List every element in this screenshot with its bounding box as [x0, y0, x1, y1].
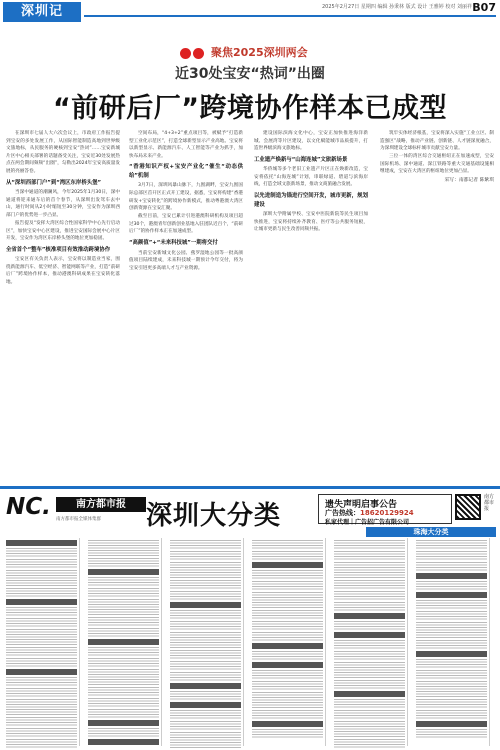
classified-ad-block	[334, 551, 405, 560]
subsection-heading: 从“深圳西部门户”到“湾区东岸桥头堡”	[6, 179, 102, 186]
classified-ad-block	[6, 669, 77, 675]
classified-ad-block	[252, 670, 323, 679]
classified-ad-block	[6, 728, 77, 737]
classified-ad-block	[6, 699, 77, 715]
classified-ad-block	[88, 658, 159, 667]
classified-title: 深圳大分类	[146, 501, 282, 531]
classified-column	[86, 538, 162, 746]
masthead	[0, 0, 500, 24]
classified-ad-block	[6, 688, 77, 697]
classified-ad-block	[334, 739, 405, 748]
classified-ad-block	[416, 670, 487, 679]
classified-ad-block	[252, 621, 323, 630]
classified-ad-block	[334, 591, 405, 600]
classified-ad-block	[170, 621, 241, 630]
classified-ad-block	[88, 669, 159, 685]
classified-ad-block	[88, 558, 159, 567]
classified-ad-block	[170, 650, 241, 659]
classified-column	[4, 538, 80, 746]
classified-ad-block	[88, 687, 159, 696]
classified-ad-block	[170, 540, 241, 549]
paragraph: 筑牢实体经济根基，宝安将深入实施“工业立区、制造强区”战略，推动产业链、创新链、人才链深度融合，为深圳建设全球标杆城市贡献宝安力量。	[380, 131, 494, 152]
classified-ad-block	[334, 699, 405, 708]
article-column-2	[129, 130, 243, 482]
notice-title: 遗失声明启事公告	[325, 500, 398, 510]
section-divider	[0, 486, 500, 489]
classified-ad-block	[252, 540, 323, 549]
side-tag: 南方都市报	[484, 494, 495, 512]
classified-ad-block	[6, 570, 77, 586]
classified-ad-block	[334, 640, 405, 649]
classified-column	[414, 538, 490, 746]
classified-ad-block	[170, 602, 241, 608]
classified-ad-block	[334, 680, 405, 689]
classified-ad-block	[88, 647, 159, 656]
classified-ad-block	[416, 721, 487, 727]
classified-ad-block	[6, 607, 77, 616]
classified-ad-block	[334, 562, 405, 578]
classified-ad-block	[334, 691, 405, 697]
classified-ad-block	[88, 728, 159, 737]
classified-ad-block	[88, 698, 159, 707]
classified-ad-block	[88, 628, 159, 637]
classified-ad-block	[170, 661, 241, 670]
classified-ad-block	[252, 710, 323, 719]
logo-mark: NC.	[6, 494, 51, 520]
classified-ad-block	[416, 651, 487, 657]
classified-ad-block	[334, 580, 405, 589]
classified-ad-block	[252, 692, 323, 708]
classified-ad-block	[6, 588, 77, 597]
classified-ad-block	[6, 647, 77, 656]
kicker-text: 聚焦2025深圳两会	[211, 46, 308, 59]
classified-ad-block	[170, 702, 241, 708]
classified-ad-block	[170, 632, 241, 648]
paragraph: 建设国际滨海文化中心，宝安正加快推进海洋新城、会展湾等片区建设，以文化赋能城市品质提升，打造世界级滨海文旅地标。	[254, 131, 368, 152]
classified-ad-block	[170, 551, 241, 560]
masthead-rule	[84, 15, 496, 17]
classified-ad-block	[6, 629, 77, 645]
classified-ad-block	[252, 662, 323, 668]
classified-ad-block	[252, 551, 323, 560]
classified-ad-block	[170, 610, 241, 619]
classified-ad-block	[170, 710, 241, 719]
classified-ad-block	[88, 709, 159, 718]
classified-ad-block	[252, 632, 323, 641]
classified-ad-block	[6, 658, 77, 667]
classified-ad-block	[334, 710, 405, 719]
classified-ad-block	[252, 651, 323, 660]
subsection-heading: 工业遗产焕新与“山海连城”文旅新场景	[254, 156, 348, 163]
classified-ad-block	[6, 559, 77, 568]
paragraph: 三位一体的湾区综合交通枢纽正在加速成型，宝安国际机场、深中通道、深江铁路等重大交通基础设施相继建成，宝安在大湾区的枢纽地位更加凸显。	[380, 154, 494, 175]
classified-ad-block	[416, 659, 487, 668]
logo-name: 南方都市报	[56, 497, 146, 512]
section-title: 深圳记	[3, 2, 81, 22]
classified-ad-block	[170, 691, 241, 700]
classified-ad-block	[334, 632, 405, 638]
classified-ad-block	[88, 577, 159, 586]
hotline-number: 18620129924	[360, 509, 414, 517]
paragraph: 宝安区有关负责人表示，宝安将以制造业当家，围绕新能源汽车、低空经济、智能网联等产业，打造“前研后厂”跨境协作样本，推动港澳科研成果在宝安转化落地。	[6, 257, 120, 285]
classified-ad-block	[416, 592, 487, 598]
classified-ad-block	[170, 683, 241, 689]
paragraph: 3月7日，深圳风暴山脉下，九围湖畔，宝安九围国际总部区首开区正式开工建设，据悉，宝安将构建“香港研发+宝安转化”的跨境协作新模式，推动粤港澳大湾区创新资源在宝安汇聚。	[129, 183, 243, 212]
classified-ad-block	[416, 699, 487, 708]
classified-column	[168, 538, 244, 746]
classified-ad-block	[6, 548, 77, 557]
classified-ad-block	[416, 622, 487, 638]
classified-ad-block	[416, 611, 487, 620]
classified-ad-block	[416, 573, 487, 579]
classified-ad-block	[416, 600, 487, 609]
classified-ad-block	[88, 569, 159, 575]
classified-ad-block	[416, 551, 487, 560]
classified-ad-block	[416, 681, 487, 697]
classified-ad-block	[416, 710, 487, 719]
notice-box	[318, 494, 452, 524]
zhuhai-classified-banner: 珠海大分类	[366, 527, 496, 537]
classified-ad-block	[88, 720, 159, 726]
classified-ad-block	[252, 592, 323, 608]
paragraph: 在深圳市七届人大六次会议上，市政府工作报告提到宝安的多处发展工作，从国际智能制造高地到世界级文旅地标，从民服务的硬核到宝安“热词”……宝安新城片区中心相关部署的话题备受关注，宝安近30处发展热点在两会期间频频“出圈”，勾勒出2024年宝安高质量发展的亮丽答卷。	[6, 131, 120, 174]
classified-ads-grid	[4, 538, 496, 746]
qr-code-icon	[455, 494, 481, 520]
classified-ad-block	[170, 732, 241, 748]
classified-ad-block	[334, 602, 405, 611]
notice-subtitle: 私家代理｜广告招广告有限公司	[325, 519, 410, 526]
classified-ad-block	[334, 721, 405, 737]
classified-ad-block	[170, 562, 241, 578]
classified-ad-block	[88, 599, 159, 615]
logo-tagline: 南方都市报全媒体集群	[56, 517, 101, 522]
headline: “前研后厂”跨境协作样本已成型	[53, 93, 447, 124]
classified-ad-block	[88, 588, 159, 597]
paragraph: 当深中通道的潮澜风，今年2025年1月30日，深中通道将迎来通车后的首个春节，从深圳出发驾车去中山，通行时间从2小时缩短至30分钟，宝安作为深圳西部门户的优势进一步凸显。	[6, 190, 120, 218]
subhead: 近30处宝安“热词”出圈	[175, 66, 325, 82]
masthead-meta: 2025年2月27日 星期四 编辑 孙秉林 版式 设计 王雅婷 校对 刘丽祥	[322, 4, 472, 10]
classified-ad-block	[334, 621, 405, 630]
classified-column	[250, 538, 326, 746]
classified-ad-block	[6, 599, 77, 605]
paragraph: 报告提及“发挥大湾区综合性国家科学中心先行启动区”，加快宝安中心区建设，推进宝安国际会展中心片区开发，宝安作为湾区东岸桥头堡的地位更加稳固。	[6, 220, 120, 242]
kicker	[180, 44, 340, 58]
classified-column	[332, 538, 408, 746]
classified-ad-block	[6, 618, 77, 627]
paragraph: 空间布局，“4+3+2”重点项目等，被赋予“打造新型工业化示范区”，打造全球新型显示产业高地。宝安将以新型显示、新能源汽车、人工智能等产业为抓手，加快布局未来产业。	[129, 131, 243, 159]
paragraph: 华侨城等多个老旧工业遗产片区正在焕新改造，宝安将依托“山海连城”计划，串联绿道、碧道与滨海岸线，打造全域文旅新场景，推动文商旅融合发展。	[254, 167, 368, 188]
classified-ad-block	[416, 562, 487, 571]
article-column-3	[254, 130, 368, 482]
classified-ad-block	[6, 717, 77, 726]
classified-ad-block	[6, 739, 77, 748]
article-column-1	[6, 130, 120, 482]
classified-ad-block	[252, 581, 323, 590]
classified-ad-block	[416, 729, 487, 738]
classified-ad-block	[88, 617, 159, 626]
hotline-label: 广告热线：	[325, 509, 360, 517]
article-column-4	[380, 130, 494, 482]
byline: 采写：南都记者 陈紫琪	[444, 177, 494, 183]
page-number: B07	[472, 1, 496, 14]
classified-ad-block	[88, 739, 159, 745]
classified-ad-block	[252, 570, 323, 579]
classified-ad-block	[6, 540, 77, 546]
classified-ad-block	[252, 681, 323, 690]
classified-ad-block	[170, 591, 241, 600]
classified-ad-block	[334, 613, 405, 619]
subsection-heading: “高颜值”+“未来科技城”一期将交付	[129, 240, 218, 247]
subsection-heading: 全省首个“整车”核准项目有效推动跨境协作	[6, 246, 111, 253]
classified-ad-block	[416, 640, 487, 649]
classified-ad-block	[170, 672, 241, 681]
classified-ad-block	[252, 729, 323, 738]
emblem-icon	[180, 44, 208, 56]
classified-ad-block	[334, 651, 405, 660]
paragraph: 深圳大学附属学校、宝安中医院新院等民生项目加快推进，宝安将持续补齐教育、医疗等公共服务短板，让城市更新与民生改善同频共振。	[254, 212, 368, 233]
classified-ad-block	[88, 639, 159, 645]
classified-ad-block	[252, 721, 323, 727]
classified-ad-block	[252, 643, 323, 649]
classified-ad-block	[416, 540, 487, 549]
classified-ad-block	[170, 580, 241, 589]
classified-ad-block	[334, 662, 405, 678]
subsection-heading: “香港知识产权+宝安产业化”催生“动态供给”机制	[129, 164, 243, 179]
classified-ad-block	[334, 540, 405, 549]
classified-ad-block	[252, 610, 323, 619]
paragraph: 截至目前，宝安已累计引进港澳科研机构及项目超过30个，港澳青年创新创业基地入驻团队近百个，“前研后厂”的协作样本正在加速成型。	[129, 214, 243, 235]
classified-ad-block	[170, 721, 241, 730]
classified-ad-block	[88, 540, 159, 556]
classified-ad-block	[416, 581, 487, 590]
subsection-heading: 以先进制造为锚进行空间开发，城市更新，规划建设	[254, 193, 368, 208]
paragraph: 当前宝安新城文化公园、燕罗湿地公园等一批高颜值项目陆续建成，未来科技城一期预计今年交付，将为宝安引进更多高端人才与产业资源。	[129, 250, 243, 271]
classified-ad-block	[252, 562, 323, 568]
classified-ad-block	[6, 677, 77, 686]
